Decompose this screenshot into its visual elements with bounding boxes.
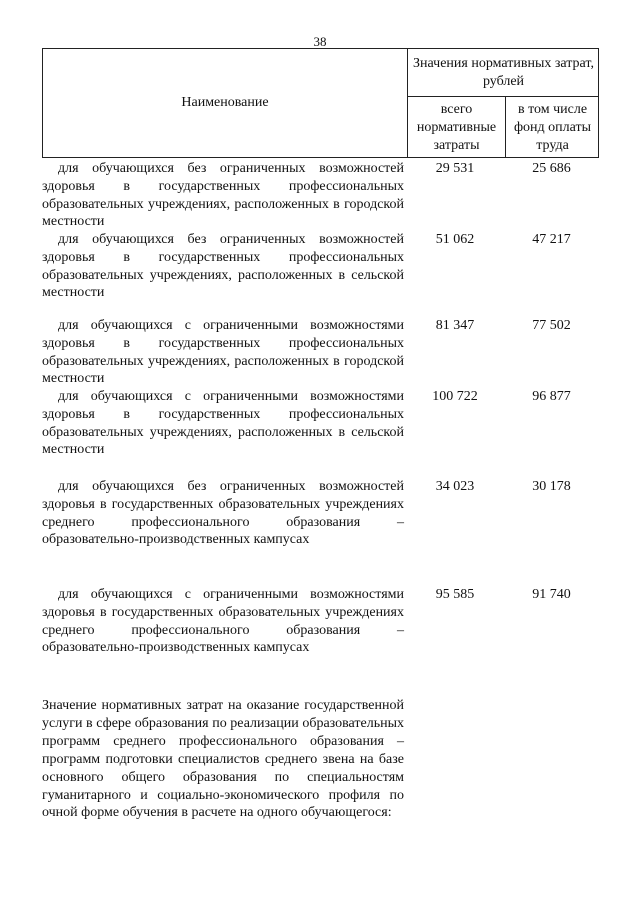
table-header (42, 48, 599, 158)
row-description: для обучающихся с ограниченными возможностями здоровья в государственных профессиональных образовательных учреждениях, расположенных в сельской местности (42, 389, 404, 458)
header-payroll-column: в том числе фонд оплаты труда (513, 102, 592, 153)
header-divider-horizontal (407, 96, 599, 97)
row-total-value: 95 585 (435, 587, 475, 602)
row-total-value: 81 347 (435, 318, 475, 333)
row-description: для обучающихся без ограниченных возможностей здоровья в государственных образовательных учреждениях среднего профессионального образования – образовательно-производственных кампусах (42, 479, 404, 548)
header-total-column: всего нормативные затраты (416, 102, 497, 153)
closing-paragraph: Значение нормативных затрат на оказание государственной услуги в сфере образования по реализации образовательных программ среднего профессионального образования – программ подготовки специалистов среднего звена на базе основного общего образования по специальностям гуманитарного и социально-экономического профиля по очной форме обучения в расчете на одного обучающегося: (42, 698, 404, 821)
row-payroll-value: 30 178 (532, 479, 571, 494)
row-total-value: 34 023 (435, 479, 475, 494)
row-payroll-value: 96 877 (532, 389, 571, 404)
row-total-value: 29 531 (435, 161, 475, 176)
page-number: 38 (313, 34, 327, 49)
row-description: для обучающихся с ограниченными возможностями здоровья в государственных профессиональных образовательных учреждениях, расположенных в городской местности (42, 318, 404, 387)
row-payroll-value: 47 217 (532, 232, 571, 247)
row-payroll-value: 77 502 (532, 318, 571, 333)
header-values-group-title: Значения нормативных затрат, рублей (413, 56, 594, 89)
row-description: для обучающихся с ограниченными возможностями здоровья в государственных образовательных учреждениях среднего профессионального образования – образовательно-производственных кампусах (42, 587, 404, 656)
header-name-column: Наименование (181, 95, 269, 110)
row-total-value: 51 062 (435, 232, 475, 247)
row-total-value: 100 722 (432, 389, 478, 404)
row-payroll-value: 91 740 (532, 587, 571, 602)
row-description: для обучающихся без ограниченных возможностей здоровья в государственных профессиональных образовательных учреждениях, расположенных в сельской местности (42, 232, 404, 301)
row-description: для обучающихся без ограниченных возможностей здоровья в государственных профессиональных образовательных учреждениях, расположенных в городской местности (42, 161, 404, 230)
row-payroll-value: 25 686 (532, 161, 571, 176)
